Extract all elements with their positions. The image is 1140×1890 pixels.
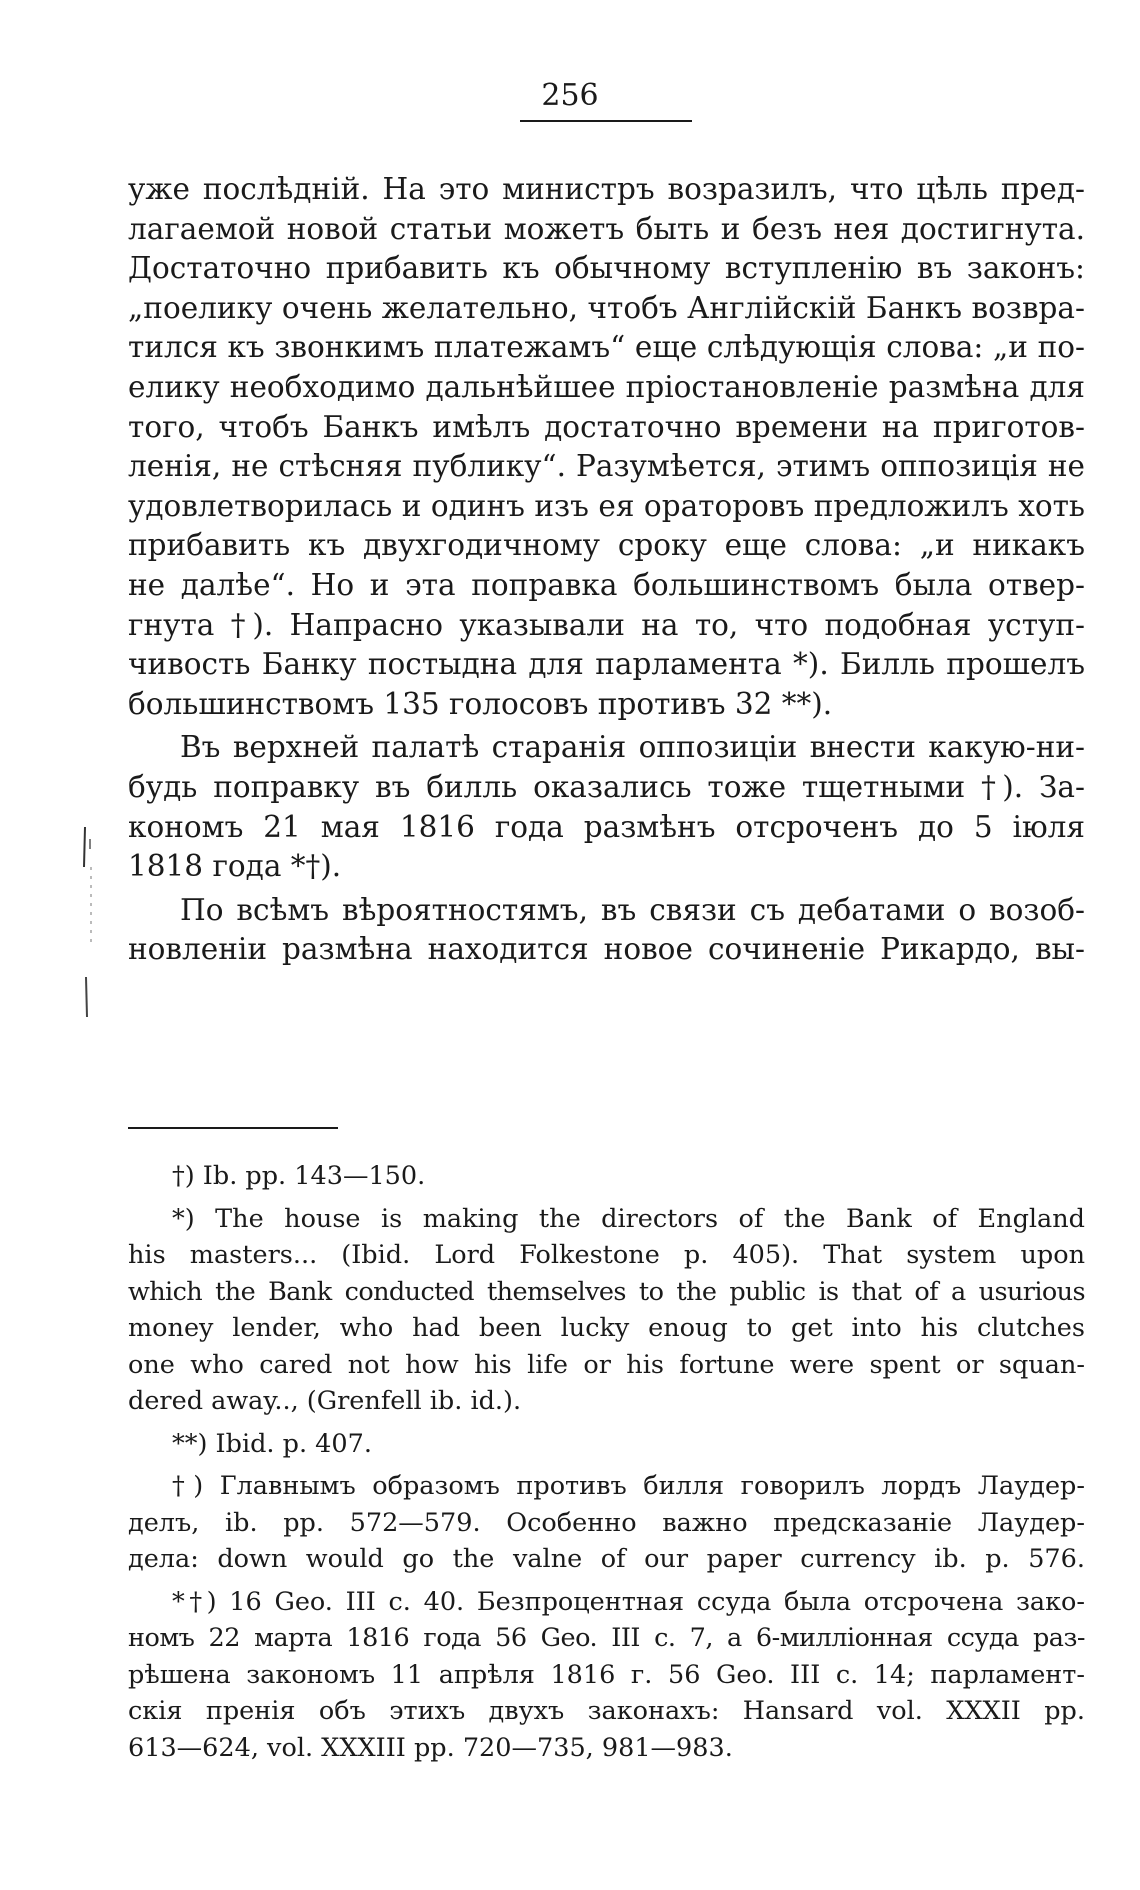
text-line: будь поправку въ билль оказались тоже тщетными †). За- [128, 769, 1085, 804]
footnote-line: which the Bank conducted themselves to the public is that of a usurious [128, 1276, 1085, 1307]
text-line: гнута †). Напрасно указывали на то, что подобная уступ- [128, 607, 1085, 642]
text-line: уже послѣдній. На это министръ возразилъ, что цѣль пред- [128, 172, 1085, 206]
footnote-line: dered away.., (Grenfell ib. id.). [128, 1386, 522, 1416]
footnote-dagger-2 [128, 1468, 1085, 1578]
footnote-line: рѣшена закономъ 11 апрѣля 1816 г. 56 Geo. III c. 14; парламент- [128, 1659, 1085, 1690]
footnote-line: номъ 22 марта 1816 года 56 Geo. III c. 7, а 6-милліонная ссуда раз- [128, 1623, 1085, 1653]
text-line: удовлетворилась и одинъ изъ ея ораторовъ предложилъ хоть [128, 488, 1085, 523]
page-number: 256 [541, 78, 599, 113]
footnote-line: 613—624, vol. XXXIII pp. 720—735, 981—983. [128, 1732, 733, 1763]
footnote-line: †) Ib. pp. 143—150. [172, 1161, 426, 1191]
text-line: ленія, не стѣсняя публику“. Разумѣется, этимъ оппозиція не [128, 449, 1085, 484]
footnote-line: one who cared not how his life or his fortune were spent or squan- [128, 1349, 1085, 1380]
text-line: прибавить къ двухгодичному сроку еще слова: „и никакъ [128, 528, 1085, 563]
text-line: По всѣмъ вѣроятностямъ, въ связи съ дебатами о возоб- [180, 892, 1085, 927]
text-line: не далѣе“. Но и эта поправка большинствомъ была отвер- [128, 567, 1085, 602]
footnote-line: скія пренія объ этихъ двухъ законахъ: Hansard vol. XXXII pp. [128, 1696, 1085, 1726]
text-line: „поелику очень желательно, чтобъ Англійскій Банкъ возвра- [128, 290, 1085, 325]
footnote-line: his masters... (Ibid. Lord Folkestone p. 405). That system upon [128, 1240, 1085, 1270]
footnote-line: *) The house is making the directors of the Bank of England [172, 1203, 1085, 1234]
text-line: тился къ звонкимъ платежамъ“ еще слѣдующія слова: „и по- [128, 330, 1085, 365]
footnote-star [128, 1201, 1085, 1420]
footnote-line: *†) 16 Geo. III c. 40. Безпроцентная ссуда была отсрочена зако- [172, 1586, 1085, 1617]
text-line: лагаемой новой статьи можетъ быть и безъ нея достигнута. [128, 211, 1085, 246]
footnote-dagger [128, 1158, 1085, 1195]
text-line: Въ верхней палатѣ старанія оппозиціи внести какую-ни- [180, 730, 1085, 765]
text-line: того, чтобъ Банкъ имѣлъ достаточно времени на приготов- [128, 409, 1085, 444]
footnote-line: **) Ibid. p. 407. [172, 1428, 372, 1459]
footnote-line: †) Главнымъ образомъ противъ билля говорилъ лордъ Лаудер- [172, 1471, 1085, 1501]
main-text [128, 170, 1085, 970]
paragraph-1 [128, 170, 1085, 724]
paragraph-3 [128, 891, 1085, 970]
footnote-line: дела: down would go the valne of our paper currency ib. p. 576. [128, 1544, 1085, 1574]
text-line: 1818 года *†). [128, 849, 342, 884]
text-line: большинствомъ 135 голосовъ противъ 32 **). [128, 686, 833, 721]
header-rule [520, 120, 692, 122]
footnote-line: money lender, who had been lucky enoug to get into his clutches [128, 1313, 1085, 1343]
footnotes [128, 1158, 1085, 1772]
text-line: новленіи размѣна находится новое сочиненіе Рикардо, вы- [128, 932, 1085, 967]
text-line: кономъ 21 мая 1816 года размѣнъ отсроченъ до 5 іюля [128, 809, 1085, 844]
footnote-line: делъ, ib. pp. 572—579. Особенно важно предсказаніе Лаудер- [128, 1507, 1085, 1538]
footnote-separator [128, 1127, 338, 1129]
footnote-star-dagger [128, 1584, 1085, 1767]
margin-annotation-mark [80, 827, 104, 1017]
text-line: елику необходимо дальнѣйшее пріостановленіе размѣна для [128, 369, 1085, 404]
footnote-double-star [128, 1426, 1085, 1463]
text-line: чивость Банку постыдна для парламента *). Билль прошелъ [128, 647, 1085, 682]
text-line: Достаточно прибавить къ обычному вступленію въ законъ: [128, 251, 1085, 286]
paragraph-2 [128, 728, 1085, 886]
